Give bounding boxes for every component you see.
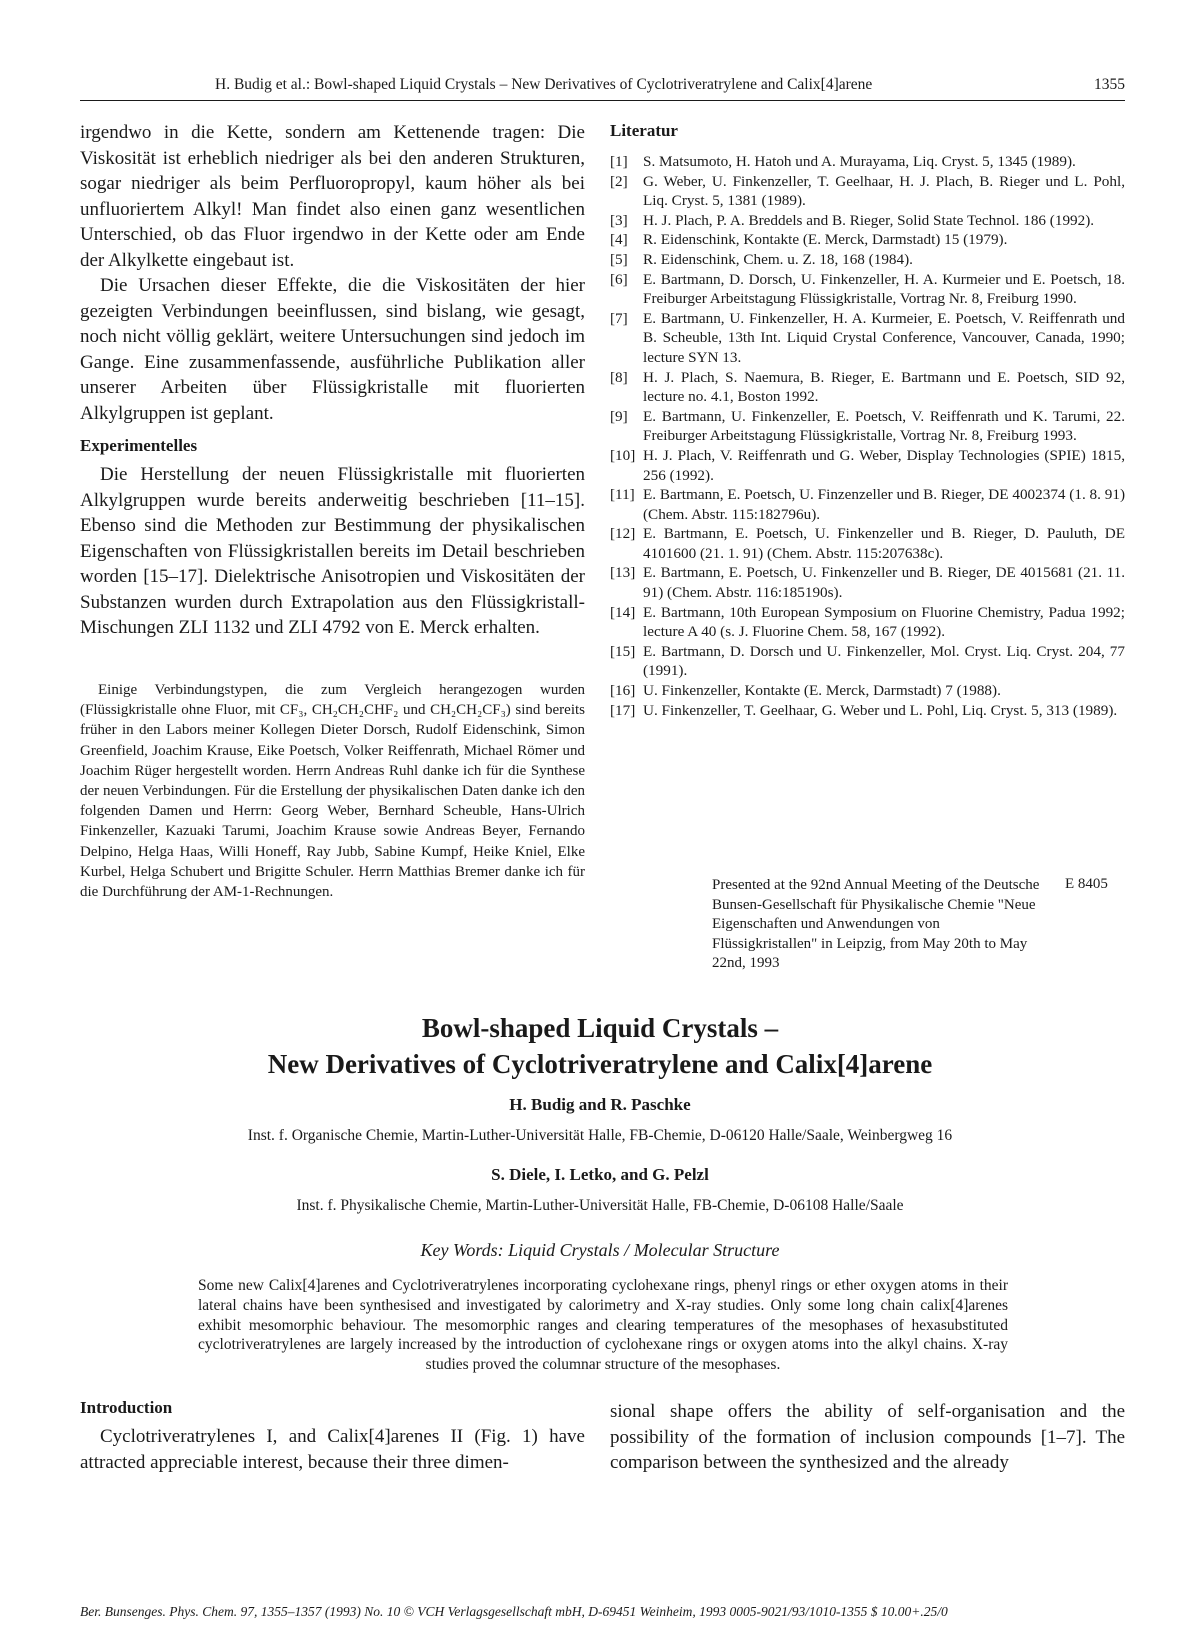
reference-number: [14] [610, 603, 636, 621]
reference-number: [4] [610, 231, 628, 249]
reference-item [610, 270, 1125, 309]
reference-item [610, 642, 1125, 681]
reference-number: [9] [610, 407, 628, 425]
reference-number: [12] [610, 525, 636, 543]
authors-group-2: S. Diele, I. Letko, and G. Pelzl [491, 1165, 709, 1184]
heading-experimentelles: Experimentelles [80, 436, 198, 455]
affiliation-2: Inst. f. Physikalische Chemie, Martin-Luther-Universität Halle, FB-Chemie, D-06108 Halle/Saale [296, 1197, 904, 1214]
reference-number: [13] [610, 564, 636, 582]
reference-text: H. J. Plach, S. Naemura, B. Rieger, E. Bartmann und E. Poetsch, SID 92, lecture no. 4.1, Boston 1992. [643, 368, 1125, 406]
reference-number: [3] [610, 211, 628, 229]
acknowledgement-section [80, 680, 585, 902]
running-head-title: H. Budig et al.: Bowl-shaped Liquid Crystals – New Derivatives of Cyclotriveratrylene and Calix[4]arene [215, 76, 873, 93]
reference-text: E. Bartmann, E. Poetsch, U. Finkenzeller und B. Rieger, DE 4015681 (21. 11. 91) (Chem. Abstr. 116:185190s). [643, 564, 1125, 602]
paragraph-causes: Die Ursachen dieser Effekte, die die Viskositäten der hier gezeigten Verbindungen beeinflussen, sind bislang, wie gesagt, noch nicht völlig geklärt, weitere Untersuchungen sind jedoch im Gange. Eine zusammenfassende, ausführliche Publikation aller unserer Arbeiten über Flüssigkristalle mit fluorierten Alkylgruppen ist geplant. [80, 275, 585, 424]
article-title [0, 1010, 1200, 1082]
reference-item [610, 563, 1125, 602]
reference-item [610, 485, 1125, 524]
reference-text: U. Finkenzeller, T. Geelhaar, G. Weber und L. Pohl, Liq. Cryst. 5, 313 (1989). [643, 701, 1118, 719]
reference-number: [5] [610, 250, 628, 268]
reference-text: H. J. Plach, P. A. Breddels and B. Rieger, Solid State Technol. 186 (1992). [643, 211, 1095, 229]
reference-item [610, 701, 1125, 721]
reference-item [610, 368, 1125, 407]
reference-text: R. Eidenschink, Chem. u. Z. 18, 168 (1984). [643, 250, 913, 268]
reference-item [610, 603, 1125, 642]
reference-number: [15] [610, 642, 636, 660]
reference-item [610, 681, 1125, 701]
reference-item [610, 211, 1125, 231]
authors-group-1: H. Budig and R. Paschke [509, 1095, 691, 1114]
reference-text: E. Bartmann, D. Dorsch und U. Finkenzeller, Mol. Cryst. Liq. Cryst. 204, 77 (1991). [643, 642, 1125, 680]
reference-item [610, 446, 1125, 485]
reference-text: S. Matsumoto, H. Hatoh und A. Murayama, Liq. Cryst. 5, 1345 (1989). [643, 153, 1076, 170]
reference-item [610, 309, 1125, 368]
reference-number: [10] [610, 446, 636, 464]
reference-number: [8] [610, 368, 628, 386]
reference-number: [17] [610, 701, 636, 719]
intro-right-column [610, 1399, 1125, 1476]
intro-paragraph-right: sional shape offers the ability of self-organisation and the possibility of the formation of inclusion compounds [1–7]. The comparison between the synthesized and the already [610, 1401, 1125, 1473]
reference-text: R. Eidenschink, Kontakte (E. Merck, Darmstadt) 15 (1979). [643, 231, 1008, 249]
article-title-line-1: Bowl-shaped Liquid Crystals – [421, 1013, 779, 1043]
paragraph-viscosity: irgendwo in die Kette, sondern am Kettenende tragen: Die Viskosität ist erheblich niedriger als bei den anderen Strukturen, sogar niedriger als beim Perfluoropropyl, kaum höher als bei unfluoriertem Alkyl! Man findet also einen ganz wesentlichen Unterschied, ob das Fluor irgendwo in der Kette oder am Ende der Alkylkette eingebaut ist. [80, 122, 585, 271]
reference-text: U. Finkenzeller, Kontakte (E. Merck, Darmstadt) 7 (1988). [643, 682, 1001, 700]
acknowledgement-text: Einige Verbindungstypen, die zum Vergleich herangezogen wurden (Flüssigkristalle ohne Fluor, mit CF₃, CH₂CH₂CHF₂ und CH₂CH₂CF₃) sind bereits früher in den Labors meiner Kollegen Dieter Dorsch, Rudolf Eidenschink, Simon Greenfield, Joachim Krause, Eike Poetsch, Volker Reiffenrath, Michael Römer und Joachim Rüger hergestellt worden. Herrn Andreas Ruhl danke ich für die Synthese der neuen Verbindungen. Für die Erstellung der physikalischen Daten danke ich den folgenden Damen und Herrn: Georg Weber, Bernhard Scheuble, Hans-Ulrich Finkenzeller, Kazuaki Tarumi, Joachim Krause sowie Andreas Beyer, Fernando Delpino, Helga Haas, Willi Honeff, Ray Jubb, Sabine Kumpf, Heike Kniel, Elke Kurbel, Helga Schubert und Brigitte Schuler. Herrn Matthias Bremer danke ich für die Durchführung der AM-1-Rechnungen. [80, 682, 585, 901]
key-words: Key Words: Liquid Crystals / Molecular Structure [420, 1240, 780, 1260]
reference-number: [2] [610, 172, 628, 190]
reference-text: E. Bartmann, E. Poetsch, U. Finkenzeller und B. Rieger, D. Pauluth, DE 4101600 (21. 1. 91) (Chem. Abstr. 115:207638c). [643, 525, 1125, 562]
reference-number: [16] [610, 682, 636, 700]
experimental-section [80, 462, 585, 641]
reference-text: H. J. Plach, V. Reiffenrath und G. Weber, Display Technologies (SPIE) 1815, 256 (1992). [643, 446, 1125, 484]
reference-text: E. Bartmann, U. Finkenzeller, E. Poetsch, V. Reiffenrath und K. Tarumi, 22. Freiburger Arbeitstagung Flüssigkristalle, Vortrag Nr. 8, Freiburg 1993. [643, 407, 1125, 445]
reference-item [610, 152, 1125, 172]
article-title-line-2: New Derivatives of Cyclotriveratrylene and Calix[4]arene [267, 1049, 933, 1079]
reference-list [610, 152, 1125, 720]
presented-note: Presented at the 92nd Annual Meeting of the Deutsche Bunsen-Gesellschaft für Physikalische Chemie "Neue Eigenschaften und Anwendungen von Flüssigkristallen" in Leipzig, from May 20th to May 22nd, 1993 [712, 877, 1040, 971]
running-head [80, 76, 1125, 101]
reference-item [610, 524, 1125, 563]
reference-text: E. Bartmann, 10th European Symposium on Fluorine Chemistry, Padua 1992; lecture A 40 (s. J. Fluorine Chem. 58, 167 (1992). [643, 603, 1125, 641]
intro-paragraph-left: Cyclotriveratrylenes I, and Calix[4]arenes II (Fig. 1) have attracted appreciable interest, because their three dimen- [80, 1426, 585, 1473]
reference-number: [1] [610, 153, 628, 170]
affiliation-1: Inst. f. Organische Chemie, Martin-Luther-Universität Halle, FB-Chemie, D-06120 Halle/Saale, Weinbergweg 16 [247, 1127, 953, 1144]
intro-left-column [80, 1424, 585, 1475]
reference-text: E. Bartmann, U. Finkenzeller, H. A. Kurmeier, E. Poetsch, V. Reiffenrath und B. Scheuble, 13th Int. Liquid Crystal Conference, Vancouver, Canada, 1990; lecture SYN 13. [643, 309, 1125, 366]
paragraph-experimental: Die Herstellung der neuen Flüssigkristalle mit fluorierten Alkylgruppen wurde bereits anderweitig beschrieben [11–15]. Ebenso sind die Methoden zur Bestimmung der physikalischen Eigenschaften von Flüssigkristallen bereits im Detail beschrieben worden [15–17]. Dielektrische Anisotropien und Viskositäten der Substanzen wurden durch Extrapolation aus den Flüssigkristall-Mischungen ZLI 1132 und ZLI 4792 von E. Merck erhalten. [80, 464, 585, 638]
reference-item [610, 230, 1125, 250]
journal-footer: Ber. Bunsenges. Phys. Chem. 97, 1355–1357 (1993) No. 10 © VCH Verlagsgesellschaft mbH, D-69451 Weinheim, 1993 0005-9021/93/1010-1355 $ 10.00+.25/0 [80, 1604, 948, 1619]
heading-literatur: Literatur [610, 121, 678, 140]
manuscript-number: E 8405 [1065, 876, 1108, 892]
reference-text: G. Weber, U. Finkenzeller, T. Geelhaar, H. J. Plach, B. Rieger und L. Pohl, Liq. Cryst. 5, 1381 (1989). [643, 172, 1125, 210]
page-number: 1355 [1094, 76, 1125, 93]
left-column-top [80, 120, 585, 426]
reference-text: E. Bartmann, D. Dorsch, U. Finkenzeller, H. A. Kurmeier und E. Poetsch, 18. Freiburger Arbeitstagung Flüssigkristalle, Vortrag Nr. 8, Freiburg 1990. [643, 270, 1125, 308]
reference-number: [6] [610, 270, 628, 288]
abstract: Some new Calix[4]arenes and Cyclotriveratrylenes incorporating cyclohexane rings, phenyl rings or ether oxygen atoms in their lateral chains have been synthesised and investigated by calorimetry and X-ray studies. Only some long chain calix[4]arenes exhibit mesomorphic behaviour. The mesomorphic ranges and clearing temperatures of the mesophases of hexasubstituted cyclotriveratrylenes are largely increased by the introduction of cyclohexane rings or oxygen atoms into the alkyl chains. X-ray studies proved the columnar structure of the mesophases. [198, 1277, 1008, 1374]
heading-introduction: Introduction [80, 1398, 173, 1417]
reference-item [610, 407, 1125, 446]
reference-text: E. Bartmann, E. Poetsch, U. Finzenzeller und B. Rieger, DE 4002374 (1. 8. 91) (Chem. Abstr. 115:182796u). [643, 486, 1125, 523]
reference-number: [11] [610, 486, 635, 504]
reference-item [610, 250, 1125, 270]
reference-item [610, 172, 1125, 211]
reference-list-container [610, 152, 1125, 720]
reference-number: [7] [610, 309, 628, 327]
